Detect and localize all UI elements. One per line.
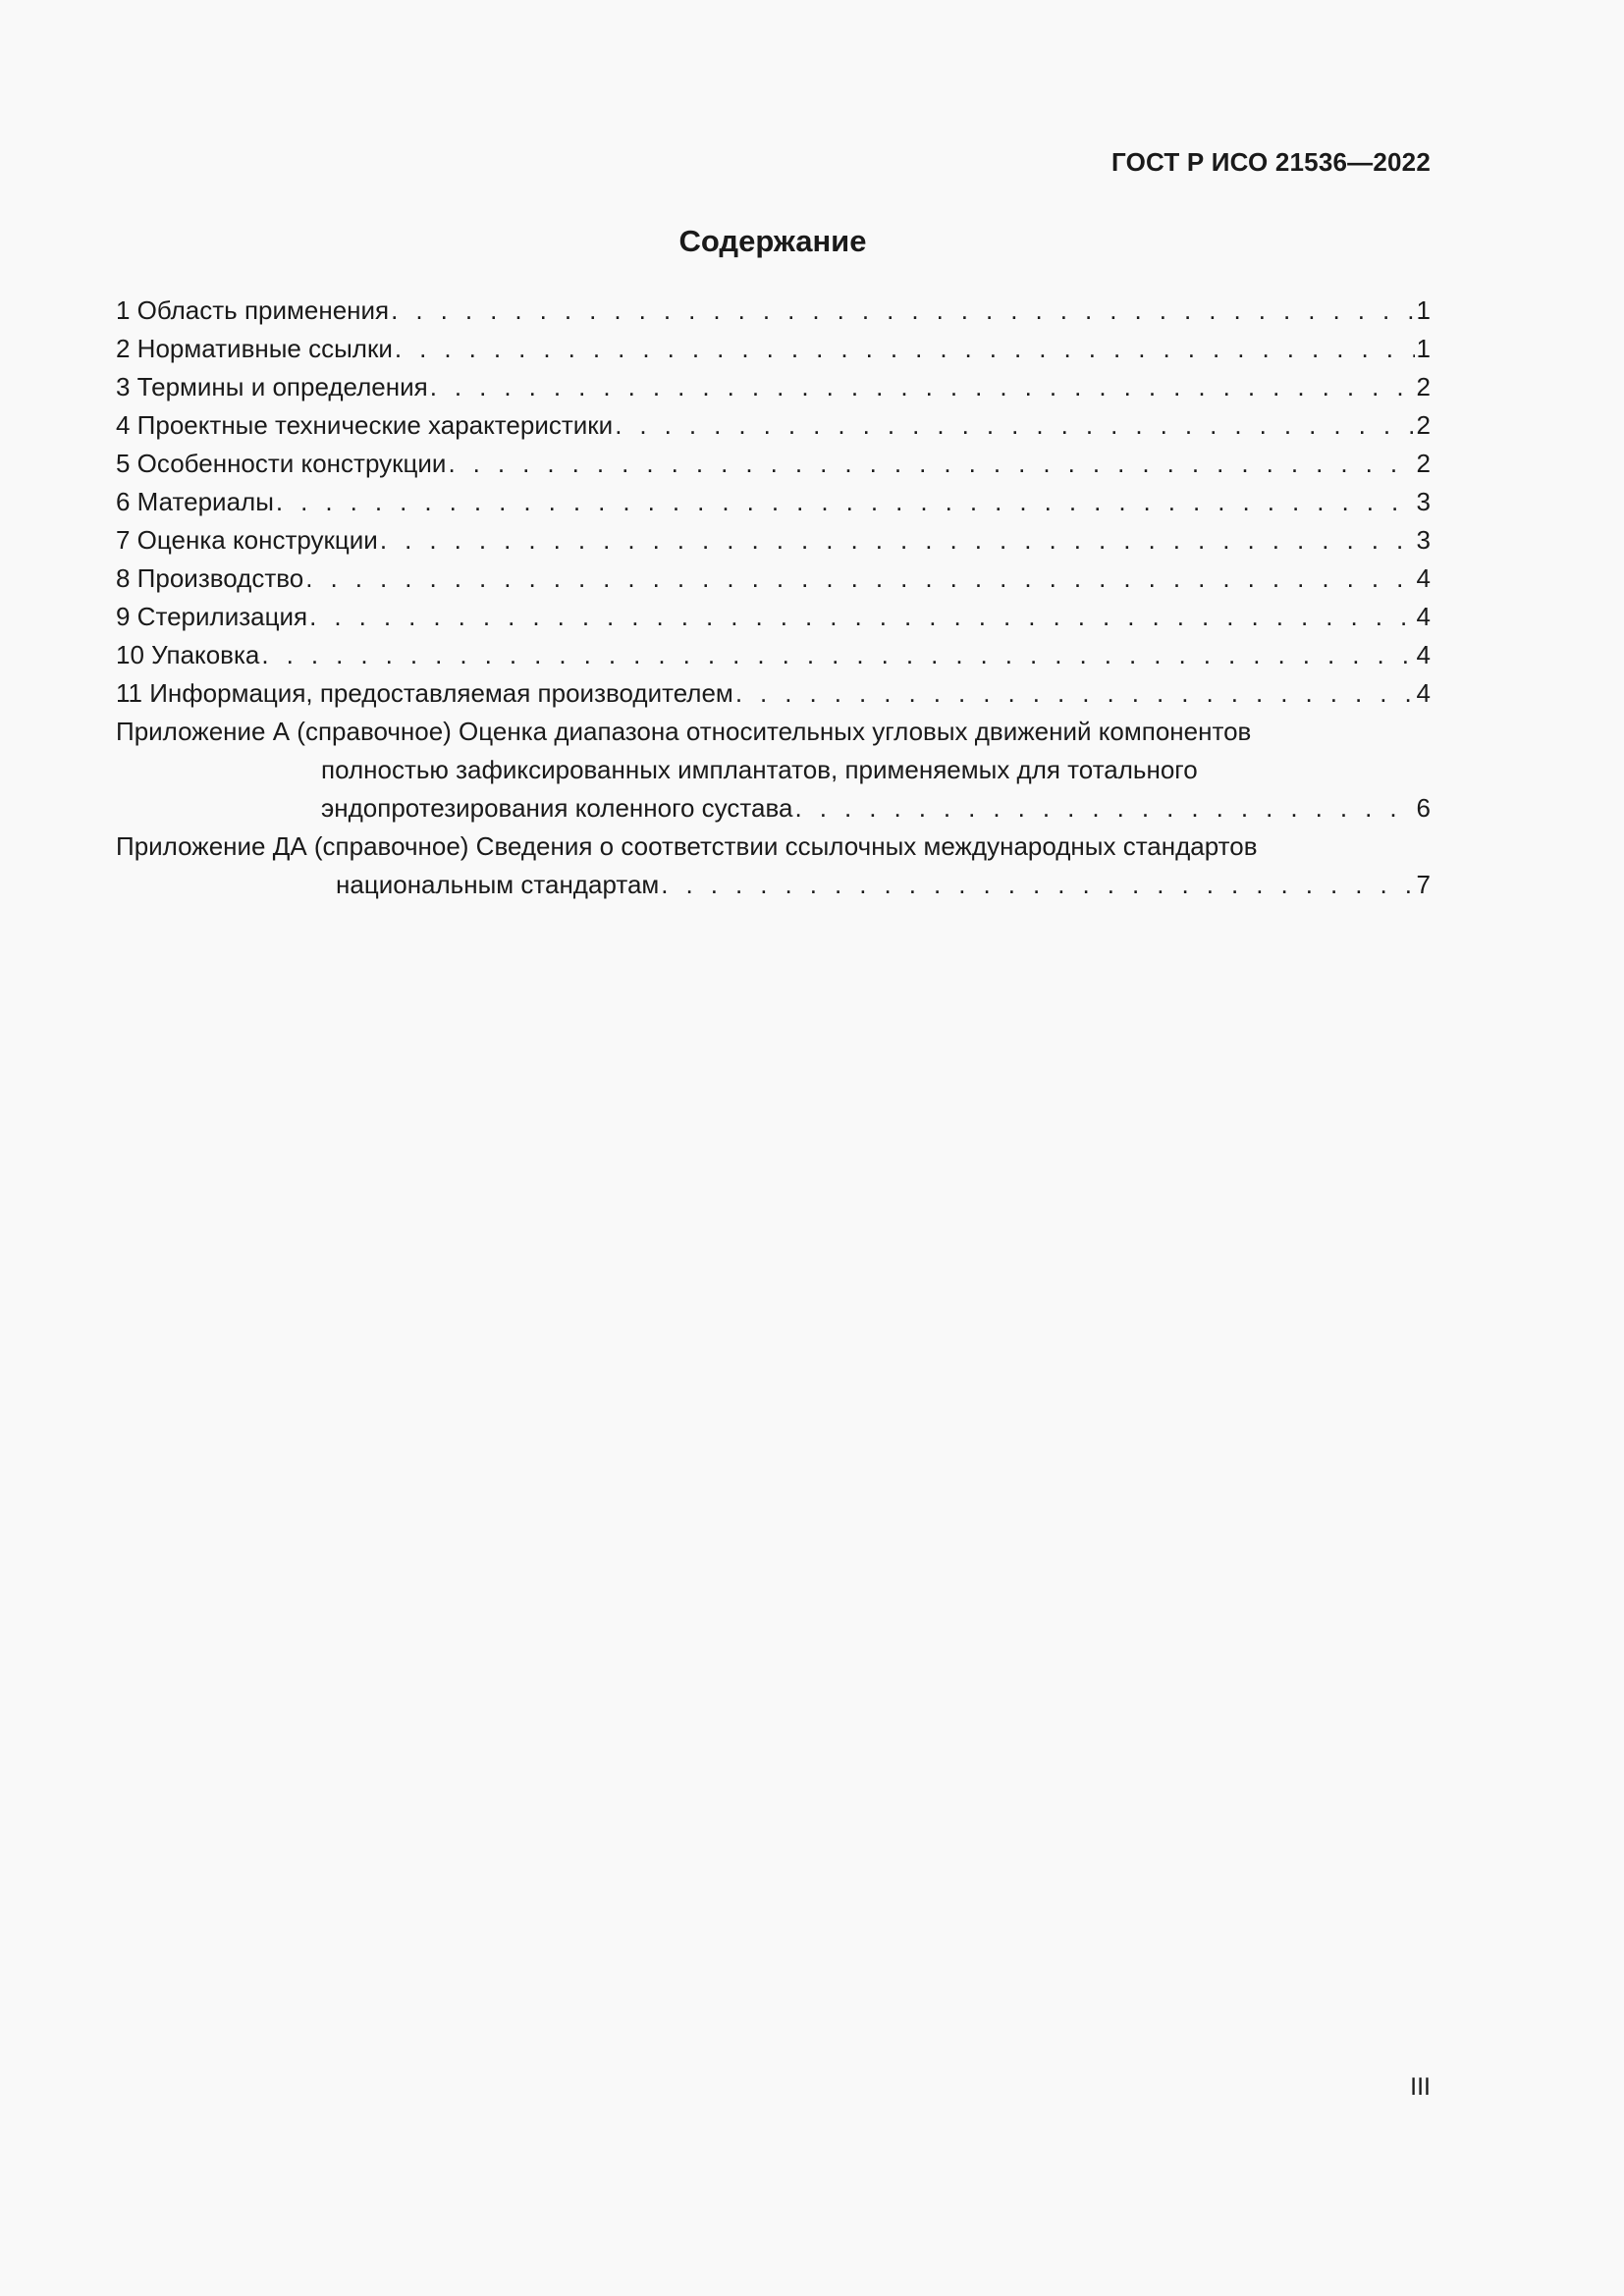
annex-a-line-2: полностью зафиксированных имплантатов, применяемых для тотального (321, 755, 1198, 784)
toc-title: Содержание (678, 224, 867, 258)
toc-entry-label: 5 Особенности конструкции (116, 449, 447, 478)
toc-leader-dots (735, 674, 1415, 713)
toc-entry-annex-a[interactable] (116, 713, 1431, 828)
toc-entry-label: 8 Производство (116, 563, 304, 593)
toc-leader-dots (615, 406, 1414, 445)
page-number: III (1410, 2073, 1431, 2101)
toc-entry-page: 1 (1416, 334, 1431, 363)
toc-leader-dots (794, 789, 1414, 828)
toc-entry-manufacture[interactable] (116, 560, 1431, 598)
toc-leader-dots (380, 521, 1415, 560)
toc-entry-label: 3 Термины и определения (116, 372, 428, 401)
toc-leader-dots (305, 560, 1414, 598)
toc-entry-page: 6 (1416, 793, 1431, 823)
toc-entry-materials[interactable] (116, 483, 1431, 521)
toc-entry-terms[interactable] (116, 368, 1431, 406)
toc-leader-dots (661, 866, 1414, 904)
annex-da-line-2 (116, 866, 1431, 904)
toc-entry-page: 4 (1416, 678, 1431, 708)
toc-entry-label: эндопротезирования коленного сустава (321, 793, 793, 823)
toc-leader-dots (276, 483, 1415, 521)
toc-entry-label: 11 Информация, предоставляемая производителем (116, 678, 733, 708)
document-code: ГОСТ Р ИСО 21536—2022 (1110, 147, 1431, 177)
toc-entry-design-features[interactable] (116, 445, 1431, 483)
toc-leader-dots (309, 598, 1414, 636)
toc-entry-page: 1 (1416, 295, 1431, 325)
toc-entry-page: 3 (1416, 487, 1431, 516)
toc-entry-page: 4 (1416, 563, 1431, 593)
toc-leader-dots (395, 330, 1415, 368)
toc-entry-annex-da[interactable] (116, 828, 1431, 904)
toc-entry-label: 1 Область применения (116, 295, 390, 325)
toc-entry-label: национальным стандартам (336, 870, 660, 899)
toc-entry-design-evaluation[interactable] (116, 521, 1431, 560)
toc-entry-manufacturer-information[interactable] (116, 674, 1431, 713)
toc-entry-normative-references[interactable] (116, 330, 1431, 368)
toc-entry-sterilization[interactable] (116, 598, 1431, 636)
toc-leader-dots (448, 445, 1414, 483)
toc-entry-page: 4 (1416, 640, 1431, 669)
annex-a-line-1: Приложение А (справочное) Оценка диапазона относительных угловых движений компонентов (116, 717, 1252, 746)
toc-entry-label: 2 Нормативные ссылки (116, 334, 393, 363)
toc-entry-label: 4 Проектные технические характеристики (116, 410, 614, 440)
toc-leader-dots (391, 292, 1414, 330)
toc-entry-packaging[interactable] (116, 636, 1431, 674)
table-of-contents (116, 292, 1431, 904)
toc-entry-page: 2 (1416, 410, 1431, 440)
toc-entry-page: 2 (1416, 372, 1431, 401)
toc-entry-scope[interactable] (116, 292, 1431, 330)
toc-entry-page: 3 (1416, 525, 1431, 555)
toc-leader-dots (430, 368, 1415, 406)
toc-leader-dots (261, 636, 1414, 674)
toc-entry-label: 9 Стерилизация (116, 602, 308, 631)
toc-entry-label: 7 Оценка конструкции (116, 525, 378, 555)
toc-entry-page: 7 (1416, 870, 1431, 899)
annex-da-line-1: Приложение ДА (справочное) Сведения о соответствии ссылочных международных стандартов (116, 831, 1258, 861)
toc-entry-label: 10 Упаковка (116, 640, 260, 669)
annex-a-line-3 (116, 789, 1431, 828)
toc-entry-design-characteristics[interactable] (116, 406, 1431, 445)
toc-entry-label: 6 Материалы (116, 487, 274, 516)
toc-entry-page: 4 (1416, 602, 1431, 631)
toc-entry-page: 2 (1416, 449, 1431, 478)
